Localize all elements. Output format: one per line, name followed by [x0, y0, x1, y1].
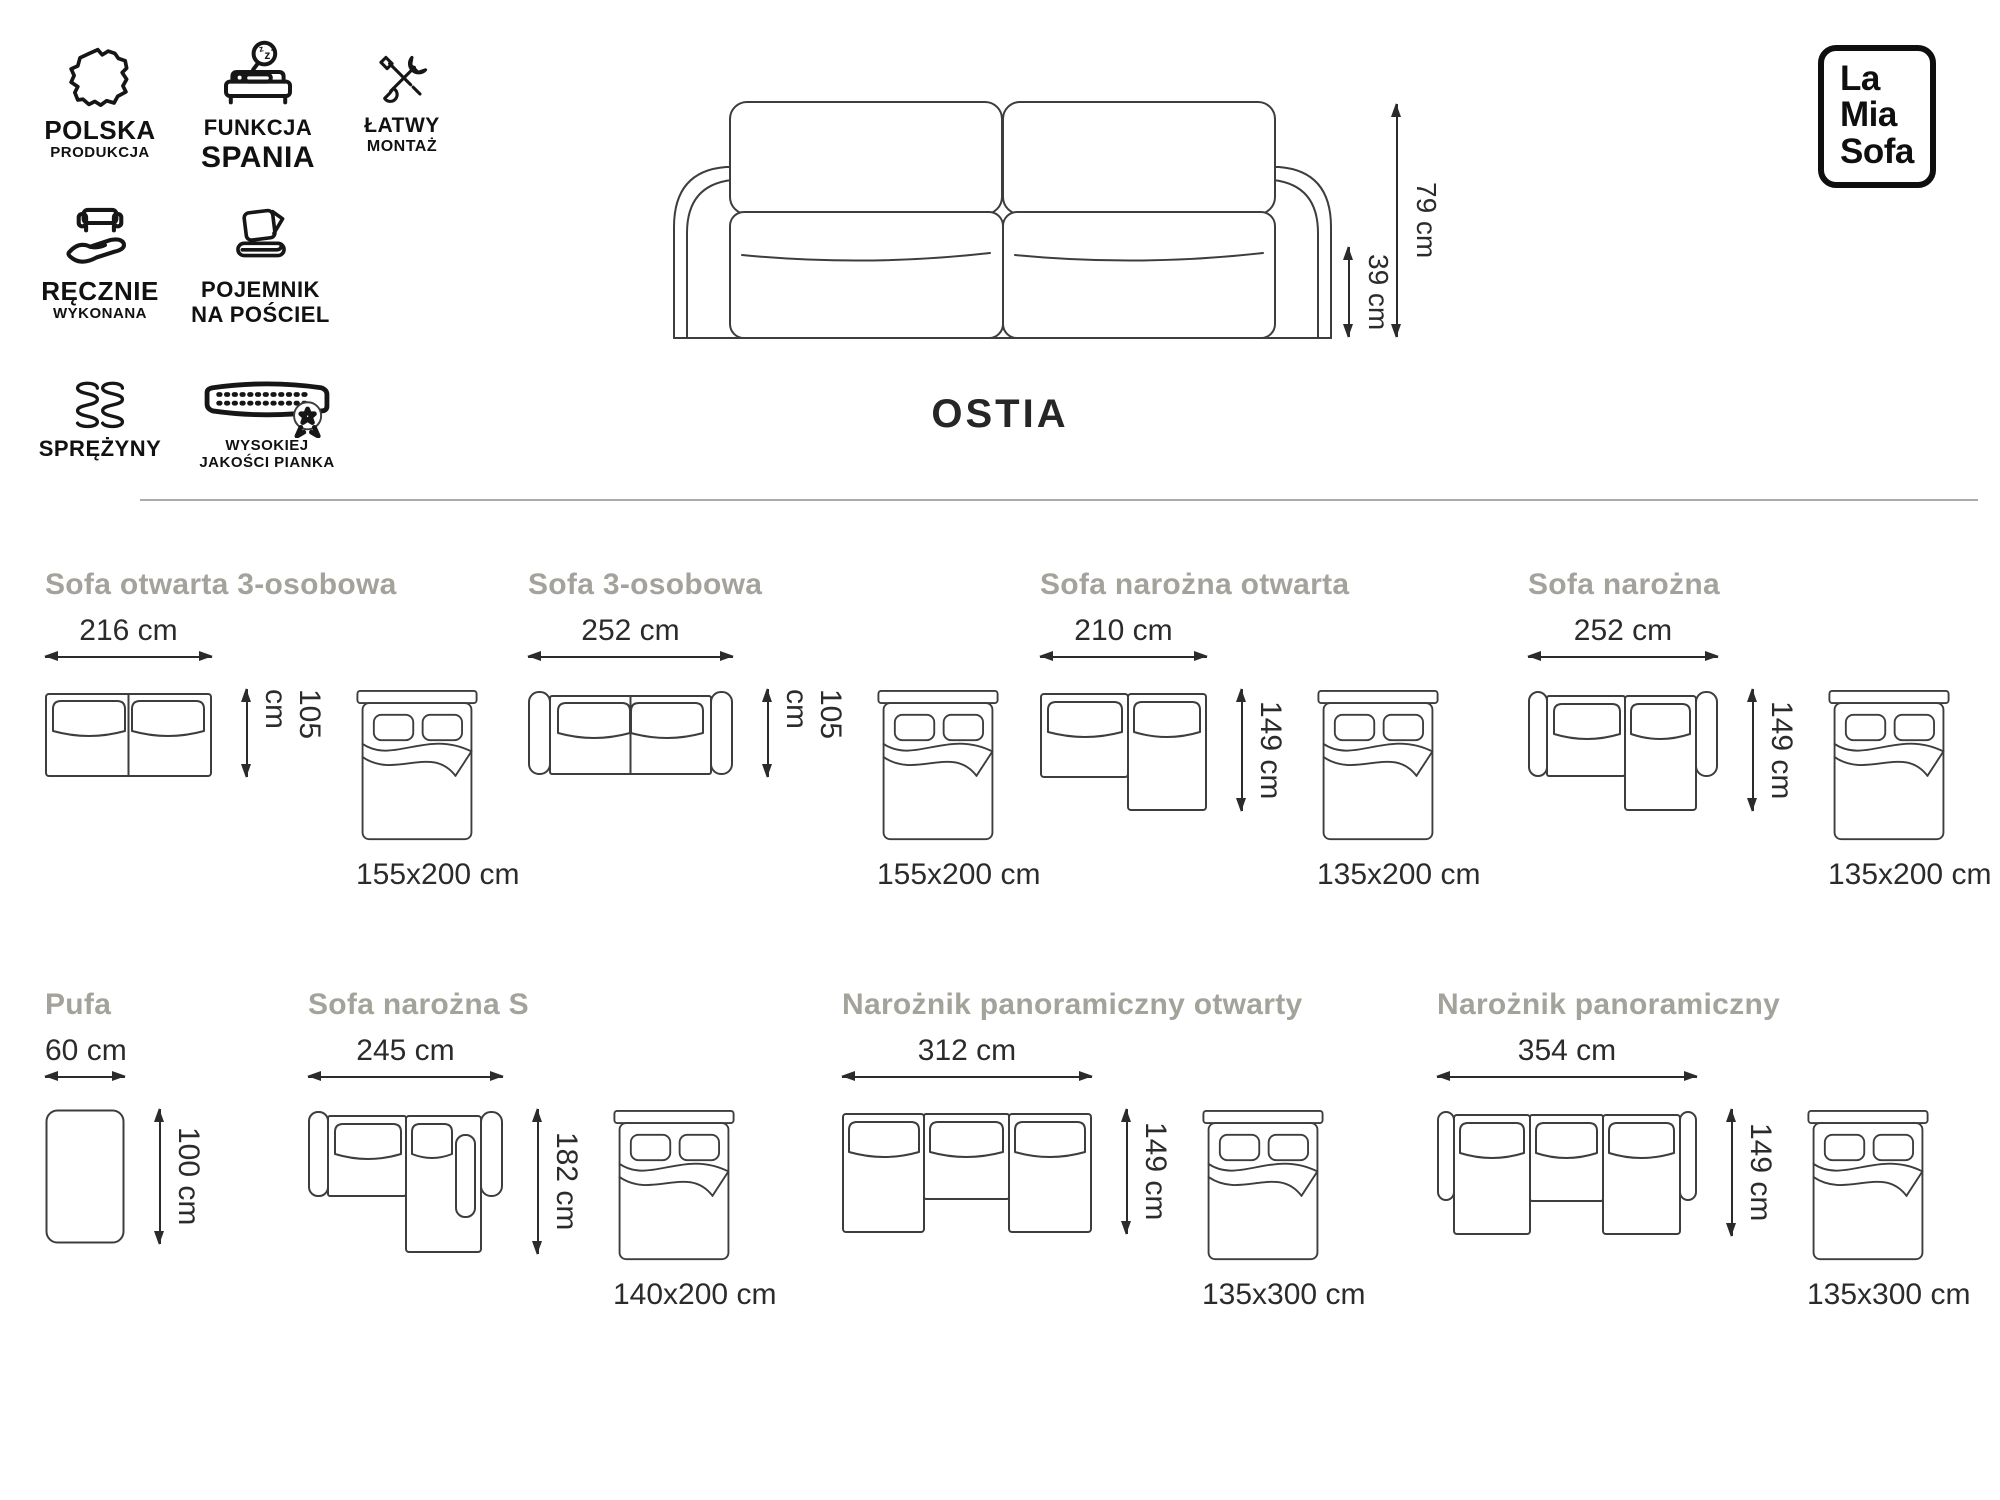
variant-naroznik-panoramiczny-otwarty — [842, 988, 1365, 1312]
variant-title: Narożnik panoramiczny otwarty — [842, 988, 1303, 1021]
width-label: 354 cm — [1517, 1034, 1617, 1067]
width-arrow — [1437, 1076, 1697, 1078]
depth-label: 149 cm — [1139, 1122, 1172, 1221]
width-arrow — [1040, 656, 1207, 658]
feature-label: ŁATWY — [364, 114, 440, 137]
feature-pojemnik-na-posciel — [188, 198, 333, 327]
depth-label: 149 cm — [1744, 1123, 1777, 1222]
poland-map-icon — [63, 42, 137, 116]
sofa-top-view-drawing — [1040, 689, 1207, 811]
feature-label: POLSKA — [44, 115, 156, 145]
width-label: 252 cm — [1573, 614, 1673, 647]
width-arrow — [842, 1076, 1092, 1078]
sofa-top-view-drawing — [1528, 689, 1718, 811]
handmade-icon — [59, 203, 141, 277]
feature-funkcja-spania — [188, 40, 328, 174]
feature-latwy-montaz — [342, 44, 462, 155]
logo-line: Sofa — [1840, 131, 1914, 171]
feature-polska-produkcja — [30, 42, 170, 162]
sofa-top-view-drawing — [308, 1109, 503, 1254]
width-label: 60 cm — [45, 1034, 127, 1067]
sofa-top-view-drawing — [45, 689, 212, 777]
bed-size-label: 140x200 cm — [613, 1278, 777, 1311]
variant-title: Sofa otwarta 3-osobowa — [45, 568, 397, 601]
bed-top-view-icon — [1807, 1109, 1929, 1262]
seat-height-dimension — [1348, 247, 1394, 337]
svg-text:z: z — [257, 43, 265, 54]
feature-sublabel: SPANIA — [200, 140, 316, 174]
quality-foam-icon — [203, 378, 331, 438]
bed-size-label: 135x300 cm — [1202, 1278, 1366, 1311]
variant-sofa-narozna — [1528, 568, 1991, 892]
depth-arrow — [767, 689, 769, 777]
depth-arrow — [1752, 689, 1754, 811]
svg-text:z: z — [264, 48, 271, 63]
variant-sofa-3-osobowa — [528, 568, 1040, 892]
feature-sprezyny — [30, 373, 170, 462]
width-label: 210 cm — [1074, 614, 1173, 647]
width-label: 312 cm — [917, 1034, 1017, 1067]
width-label: 252 cm — [581, 614, 680, 647]
depth-label: 182 cm — [550, 1132, 583, 1231]
logo-line: La — [1840, 59, 1880, 98]
feature-sublabel: JAKOŚCI PIANKA — [199, 453, 335, 471]
depth-arrow — [537, 1109, 539, 1254]
brand-logo — [1818, 45, 1936, 188]
depth-arrow — [159, 1109, 161, 1244]
sofa-front-view-drawing — [660, 95, 1345, 340]
feature-label: SPRĘŻYNY — [38, 436, 162, 461]
bed-top-view-icon — [1202, 1109, 1324, 1262]
seat-height-arrow — [1348, 247, 1350, 337]
variant-sofa-otwarta-3-osobowa — [45, 568, 519, 892]
product-title: OSTIA — [931, 392, 1069, 436]
seat-height-label: 39 cm — [1363, 253, 1394, 331]
sofa-top-view-drawing — [842, 1109, 1092, 1234]
variant-sofa-narozna-otwarta — [1040, 568, 1480, 892]
bed-size-label: 135x300 cm — [1807, 1278, 1971, 1311]
bed-size-label: 135x200 cm — [1317, 858, 1481, 891]
width-arrow — [45, 1076, 125, 1078]
variant-title: Pufa — [45, 988, 112, 1021]
width-label: 245 cm — [356, 1034, 455, 1067]
bedding-storage-icon — [225, 198, 297, 278]
total-height-dimension — [1396, 104, 1442, 337]
variant-pufa — [45, 988, 205, 1244]
variant-naroznik-panoramiczny — [1437, 988, 1970, 1312]
bed-size-label: 155x200 cm — [356, 858, 520, 891]
feature-sublabel: MONTAŻ — [366, 137, 438, 155]
bed-size-label: 135x200 cm — [1828, 858, 1992, 891]
logo-line: Mia — [1840, 95, 1897, 135]
bed-top-view-icon — [356, 689, 478, 842]
bed-size-label: 155x200 cm — [877, 858, 1041, 891]
feature-label: FUNKCJA — [203, 115, 313, 140]
width-label: 216 cm — [79, 614, 178, 647]
bed-top-view-icon — [613, 1109, 735, 1262]
depth-label: 149 cm — [1254, 700, 1287, 800]
depth-label: 105 cm — [259, 689, 326, 740]
feature-label: POJEMNIK — [201, 277, 320, 302]
variant-title: Sofa narożna — [1528, 568, 1720, 601]
depth-arrow — [246, 689, 248, 777]
depth-arrow — [1241, 689, 1243, 811]
variant-title: Sofa narożna S — [308, 988, 529, 1021]
feature-sublabel: NA POŚCIEL — [191, 301, 330, 327]
feature-sublabel: PRODUKCJA — [50, 144, 150, 162]
assembly-tools-icon — [371, 44, 433, 114]
depth-arrow — [1126, 1109, 1128, 1234]
feature-wysokiej-jakosci-pianka — [192, 378, 342, 472]
variant-title: Narożnik panoramiczny — [1437, 988, 1781, 1021]
sleep-function-icon — [218, 40, 298, 116]
variant-title: Sofa 3-osobowa — [528, 568, 763, 601]
width-arrow — [528, 656, 733, 658]
variant-title: Sofa narożna otwarta — [1040, 568, 1350, 601]
width-arrow — [308, 1076, 503, 1078]
depth-label: 100 cm — [172, 1127, 205, 1226]
feature-sublabel: WYKONANA — [53, 305, 147, 323]
variant-sofa-narozna-s — [308, 988, 776, 1312]
feature-recznie-wykonana — [30, 203, 170, 323]
depth-arrow — [1731, 1109, 1733, 1236]
springs-icon — [67, 373, 133, 437]
width-arrow — [1528, 656, 1718, 658]
feature-label: RĘCZNIE — [41, 276, 159, 306]
depth-label: 105 cm — [780, 689, 847, 740]
section-divider — [140, 499, 1978, 501]
total-height-label: 79 cm — [1411, 182, 1442, 259]
depth-label: 149 cm — [1765, 700, 1798, 800]
sofa-top-view-drawing — [1437, 1109, 1697, 1236]
total-height-arrow — [1396, 104, 1398, 337]
width-arrow — [45, 656, 212, 658]
sofa-top-view-drawing — [528, 689, 733, 777]
bed-top-view-icon — [1828, 689, 1950, 842]
bed-top-view-icon — [1317, 689, 1439, 842]
pouf-top-view-drawing — [45, 1109, 125, 1244]
feature-label: WYSOKIEJ — [225, 437, 309, 454]
svg-text:z: z — [270, 43, 276, 54]
bed-top-view-icon — [877, 689, 999, 842]
